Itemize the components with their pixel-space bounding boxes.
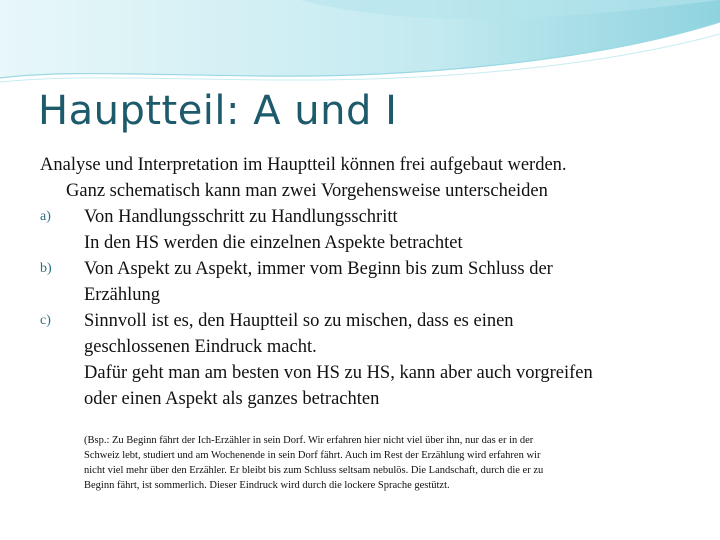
- list-marker: b): [40, 261, 52, 276]
- list-item-line: oder einen Aspekt als ganzes betrachten: [84, 389, 380, 409]
- list-item-line: Sinnvoll ist es, den Hauptteil so zu mischen, dass es einen: [84, 311, 514, 331]
- list-item-line: Erzählung: [84, 285, 161, 305]
- example-line: Schweiz lebt, studiert und am Wochenende in sein Dorf fährt. Auch im Rest der Erzählung wird erfahren wir: [84, 450, 541, 461]
- list-item-line: In den HS werden die einzelnen Aspekte betrachtet: [84, 233, 463, 253]
- list-item: [40, 204, 690, 256]
- intro-line: Ganz schematisch kann man zwei Vorgehensweise unterscheiden: [66, 181, 548, 201]
- example-note: [84, 433, 674, 493]
- list-item-line: geschlossenen Eindruck macht.: [84, 337, 317, 357]
- list-marker: c): [40, 313, 51, 328]
- example-line: (Bsp.: Zu Beginn fährt der Ich-Erzähler in sein Dorf. Wir erfahren hier nicht viel über ihn, nur das er in der: [84, 435, 534, 446]
- list-marker: a): [40, 209, 51, 224]
- list-item-line: Von Aspekt zu Aspekt, immer vom Beginn bis zum Schluss der: [84, 259, 553, 279]
- example-line: nicht viel mehr über den Erzähler. Er bleibt bis zum Schluss seltsam nebulös. Die Landschaft, durch die er zu: [84, 465, 544, 476]
- example-line: Beginn fährt, ist sommerlich. Dieser Eindruck wird durch die lockere Sprache gestützt.: [84, 480, 450, 491]
- list-item-line: Von Handlungsschritt zu Handlungsschritt: [84, 207, 398, 227]
- list-item-line: Dafür geht man am besten von HS zu HS, kann aber auch vorgreifen: [84, 363, 593, 383]
- header-wave-decoration: [0, 0, 720, 90]
- intro-line: Analyse und Interpretation im Hauptteil können frei aufgebaut werden.: [40, 155, 567, 175]
- slide-body: [40, 152, 690, 412]
- list-item: [40, 308, 690, 412]
- slide-title: Hauptteil: A und I: [38, 88, 398, 134]
- list-item: [40, 256, 690, 308]
